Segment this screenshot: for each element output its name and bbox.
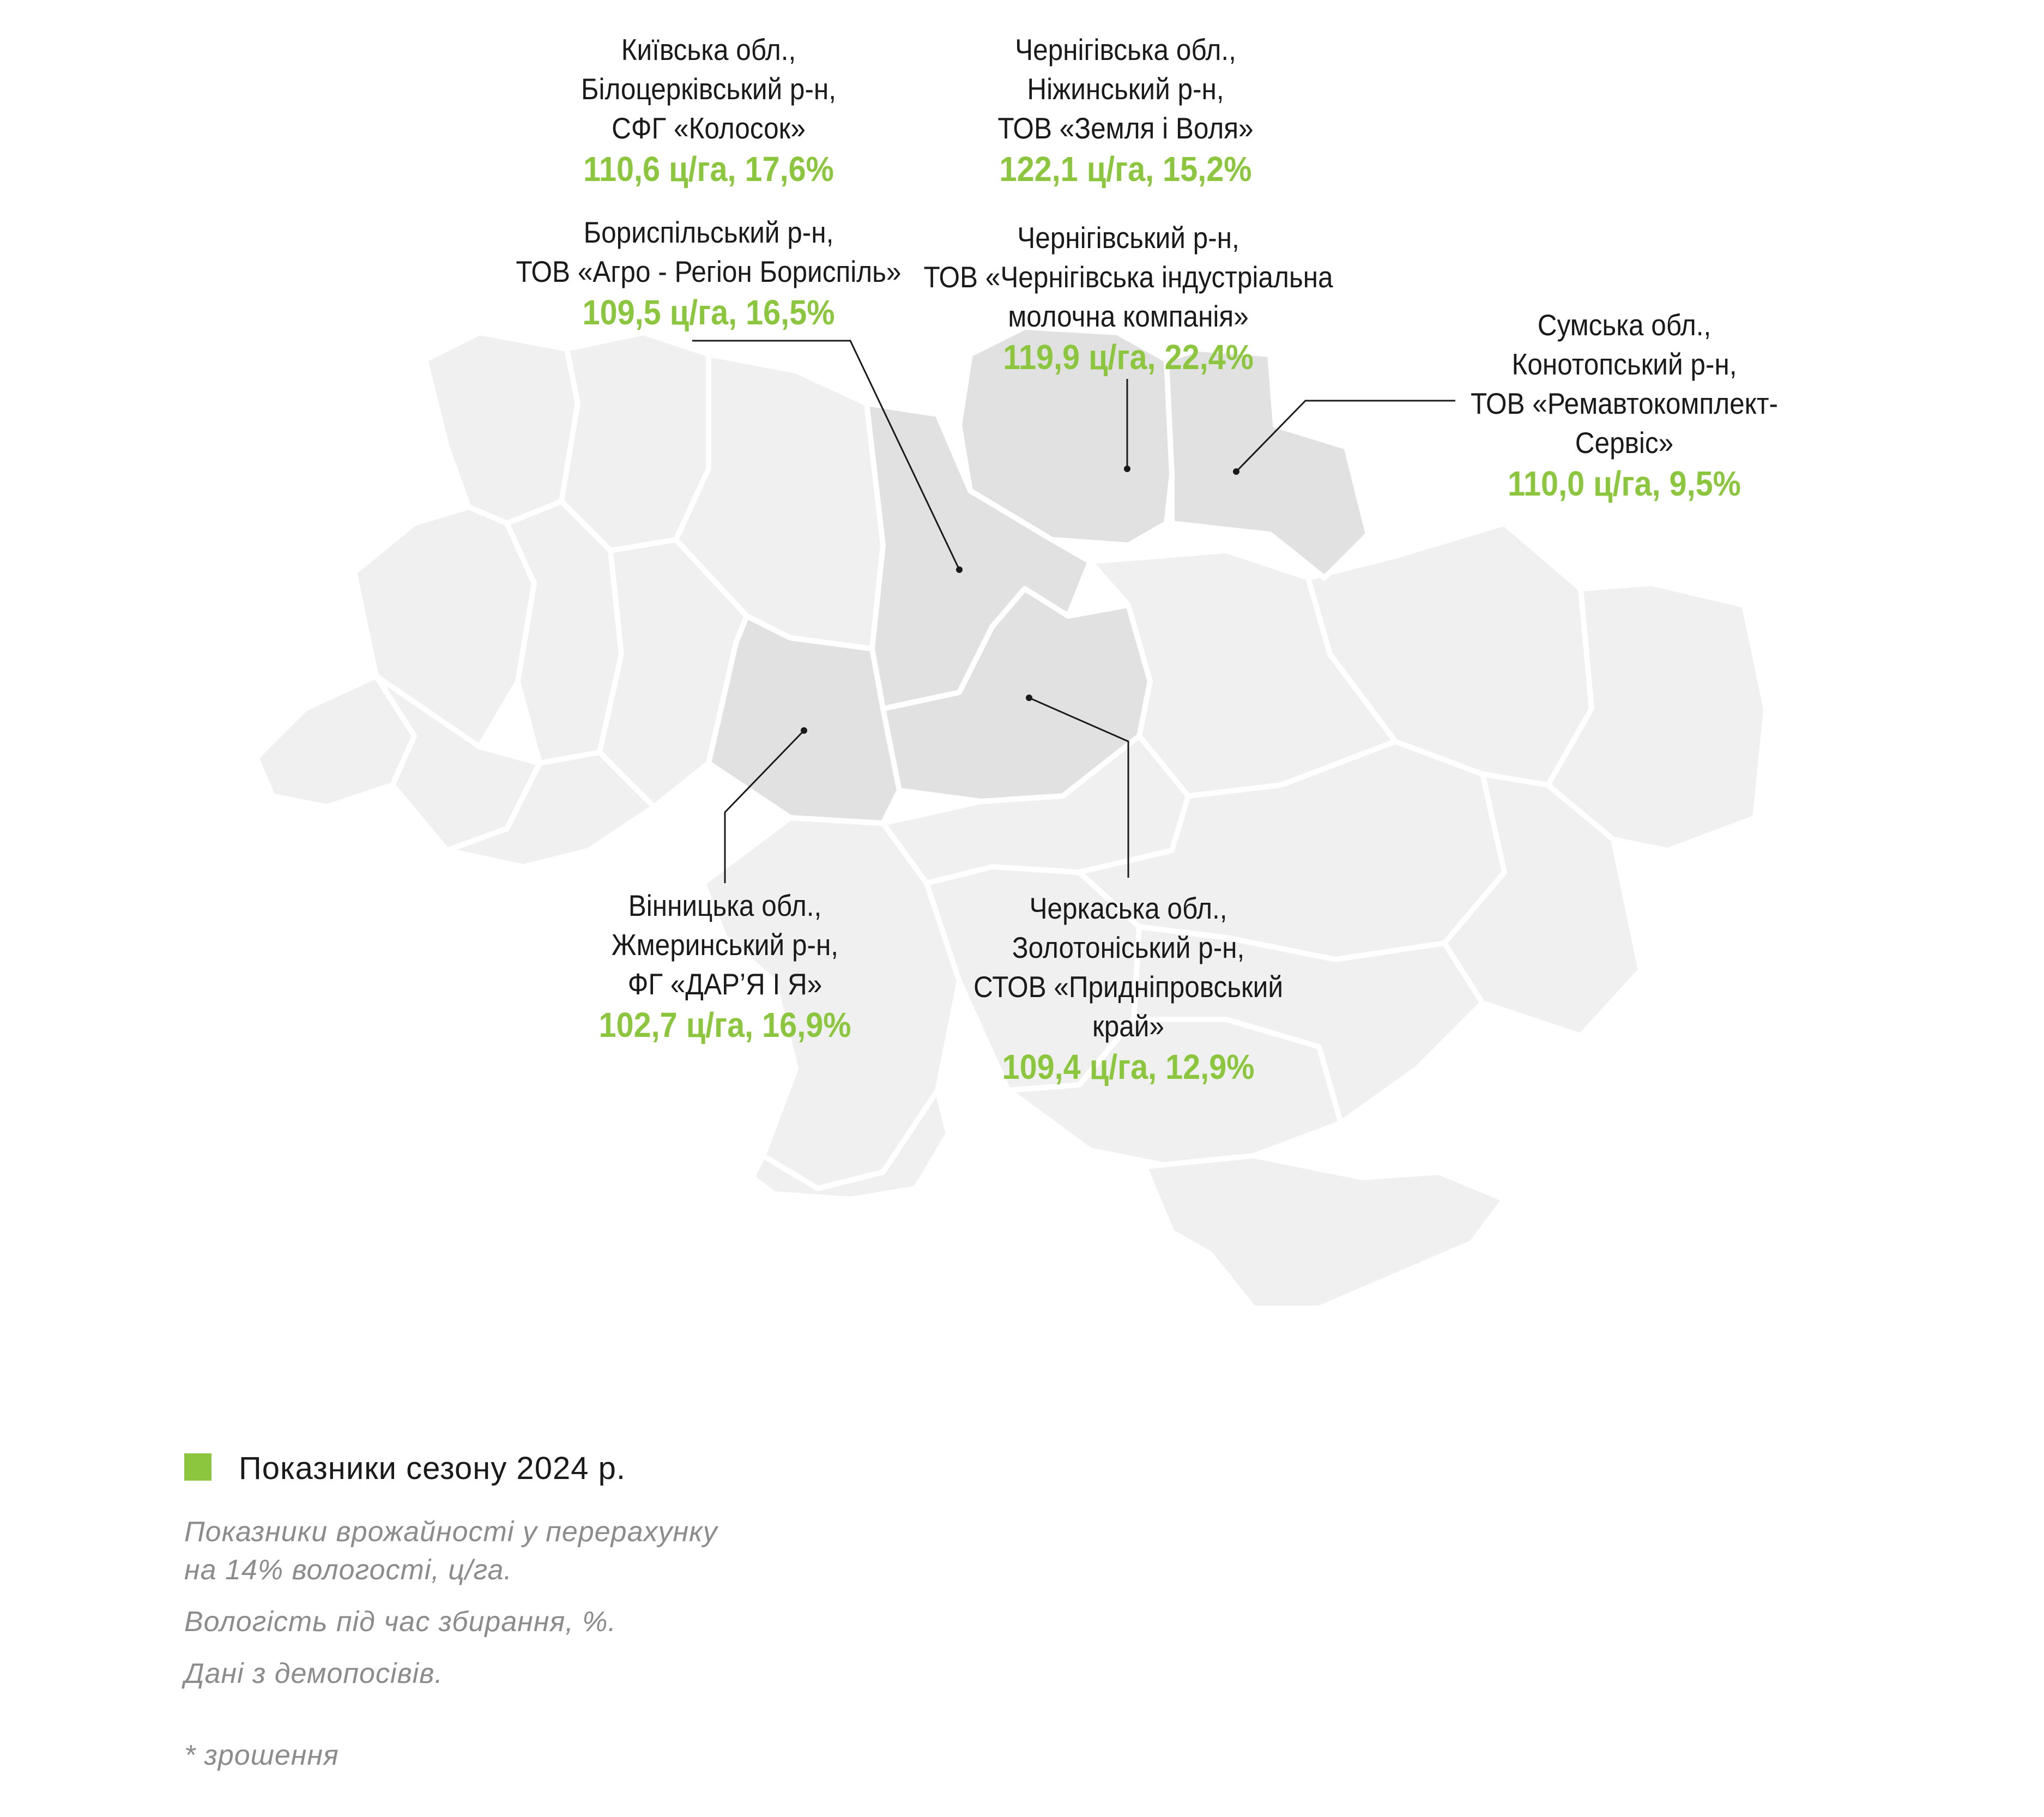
note-footnote: * зрошення — [184, 1740, 339, 1771]
callout-line: Чернігівська обл., — [1015, 33, 1236, 67]
callout-line: Конотопський р-н, — [1511, 347, 1737, 381]
callout-line: Бориспільський р-н, — [583, 215, 834, 249]
callout-line: Білоцерківський р-н, — [580, 72, 837, 106]
region-volyn — [425, 333, 578, 523]
note-yield-line2: на 14% вологості, ц/га. — [184, 1554, 512, 1586]
callout-chern-nizhyn — [966, 30, 1285, 190]
region-crimea — [1145, 1156, 1504, 1308]
callout-line: ФГ «ДАР’Я І Я» — [627, 967, 823, 1001]
callout-line: Золотоніський р-н, — [1012, 931, 1245, 964]
marker-boryspil — [956, 566, 963, 573]
callout-line: ТОВ «Ремавтокомплект- — [1471, 387, 1778, 420]
marker-vinnytsia — [801, 727, 807, 734]
callout-line: СФГ «Колосок» — [612, 111, 806, 145]
callout-line: Сервіс» — [1575, 426, 1674, 460]
callout-kyiv-boryspil — [512, 213, 905, 334]
callout-kyiv-bila — [561, 30, 856, 190]
note-yield-line1: Показники врожайності у перерахунку — [184, 1516, 718, 1548]
callout-line: Чернігівський р-н, — [1017, 221, 1239, 255]
note-moisture: Вологість під час збирання, %. — [184, 1606, 616, 1638]
callout-line: край» — [1092, 1009, 1164, 1043]
callout-vinnytsia — [578, 886, 872, 1046]
callout-value: 102,7 ц/га, 16,9% — [598, 1005, 851, 1045]
region-sumy[interactable] — [1166, 349, 1368, 578]
callout-line: ТОВ «Земля і Воля» — [997, 111, 1254, 145]
callout-line: ТОВ «Агро - Регіон Бориспіль» — [516, 255, 902, 288]
marker-cherkasy — [1026, 695, 1032, 701]
callout-line: Жмеринський р-н, — [611, 928, 839, 962]
marker-sumy — [1233, 468, 1239, 475]
legend-label: Показники сезону 2024 р. — [239, 1451, 626, 1486]
callout-line: ТОВ «Чернігівська індустріальна — [923, 260, 1333, 294]
callout-line: Сумська обл., — [1537, 308, 1712, 342]
legend-swatch — [184, 1453, 211, 1481]
callout-value: 119,9 ц/га, 22,4% — [1003, 337, 1254, 377]
callout-line: Черкаська обл., — [1029, 891, 1227, 925]
callout-value: 110,0 ц/га, 9,5% — [1508, 464, 1741, 503]
callout-cherkasy — [957, 889, 1300, 1088]
callout-line: Ніжинський р-н, — [1027, 72, 1224, 106]
callout-line: СТОВ «Придніпровський — [973, 970, 1283, 1004]
callout-line: Вінницька обл., — [628, 889, 822, 922]
marker-chernihiv — [1124, 466, 1130, 472]
region-vinnytsia[interactable] — [709, 616, 899, 823]
note-demo: Дані з демопосівів. — [184, 1658, 443, 1689]
callout-chern-chern — [908, 218, 1349, 378]
callout-value: 110,6 ц/га, 17,6% — [583, 149, 834, 189]
callout-value: 122,1 ц/га, 15,2% — [999, 149, 1252, 189]
callout-sumy — [1458, 305, 1791, 505]
callout-line: Київська обл., — [621, 33, 796, 67]
callout-value: 109,5 ц/га, 16,5% — [582, 293, 835, 332]
callout-value: 109,4 ц/га, 12,9% — [1002, 1047, 1255, 1086]
callout-line: молочна компанія» — [1008, 299, 1249, 333]
